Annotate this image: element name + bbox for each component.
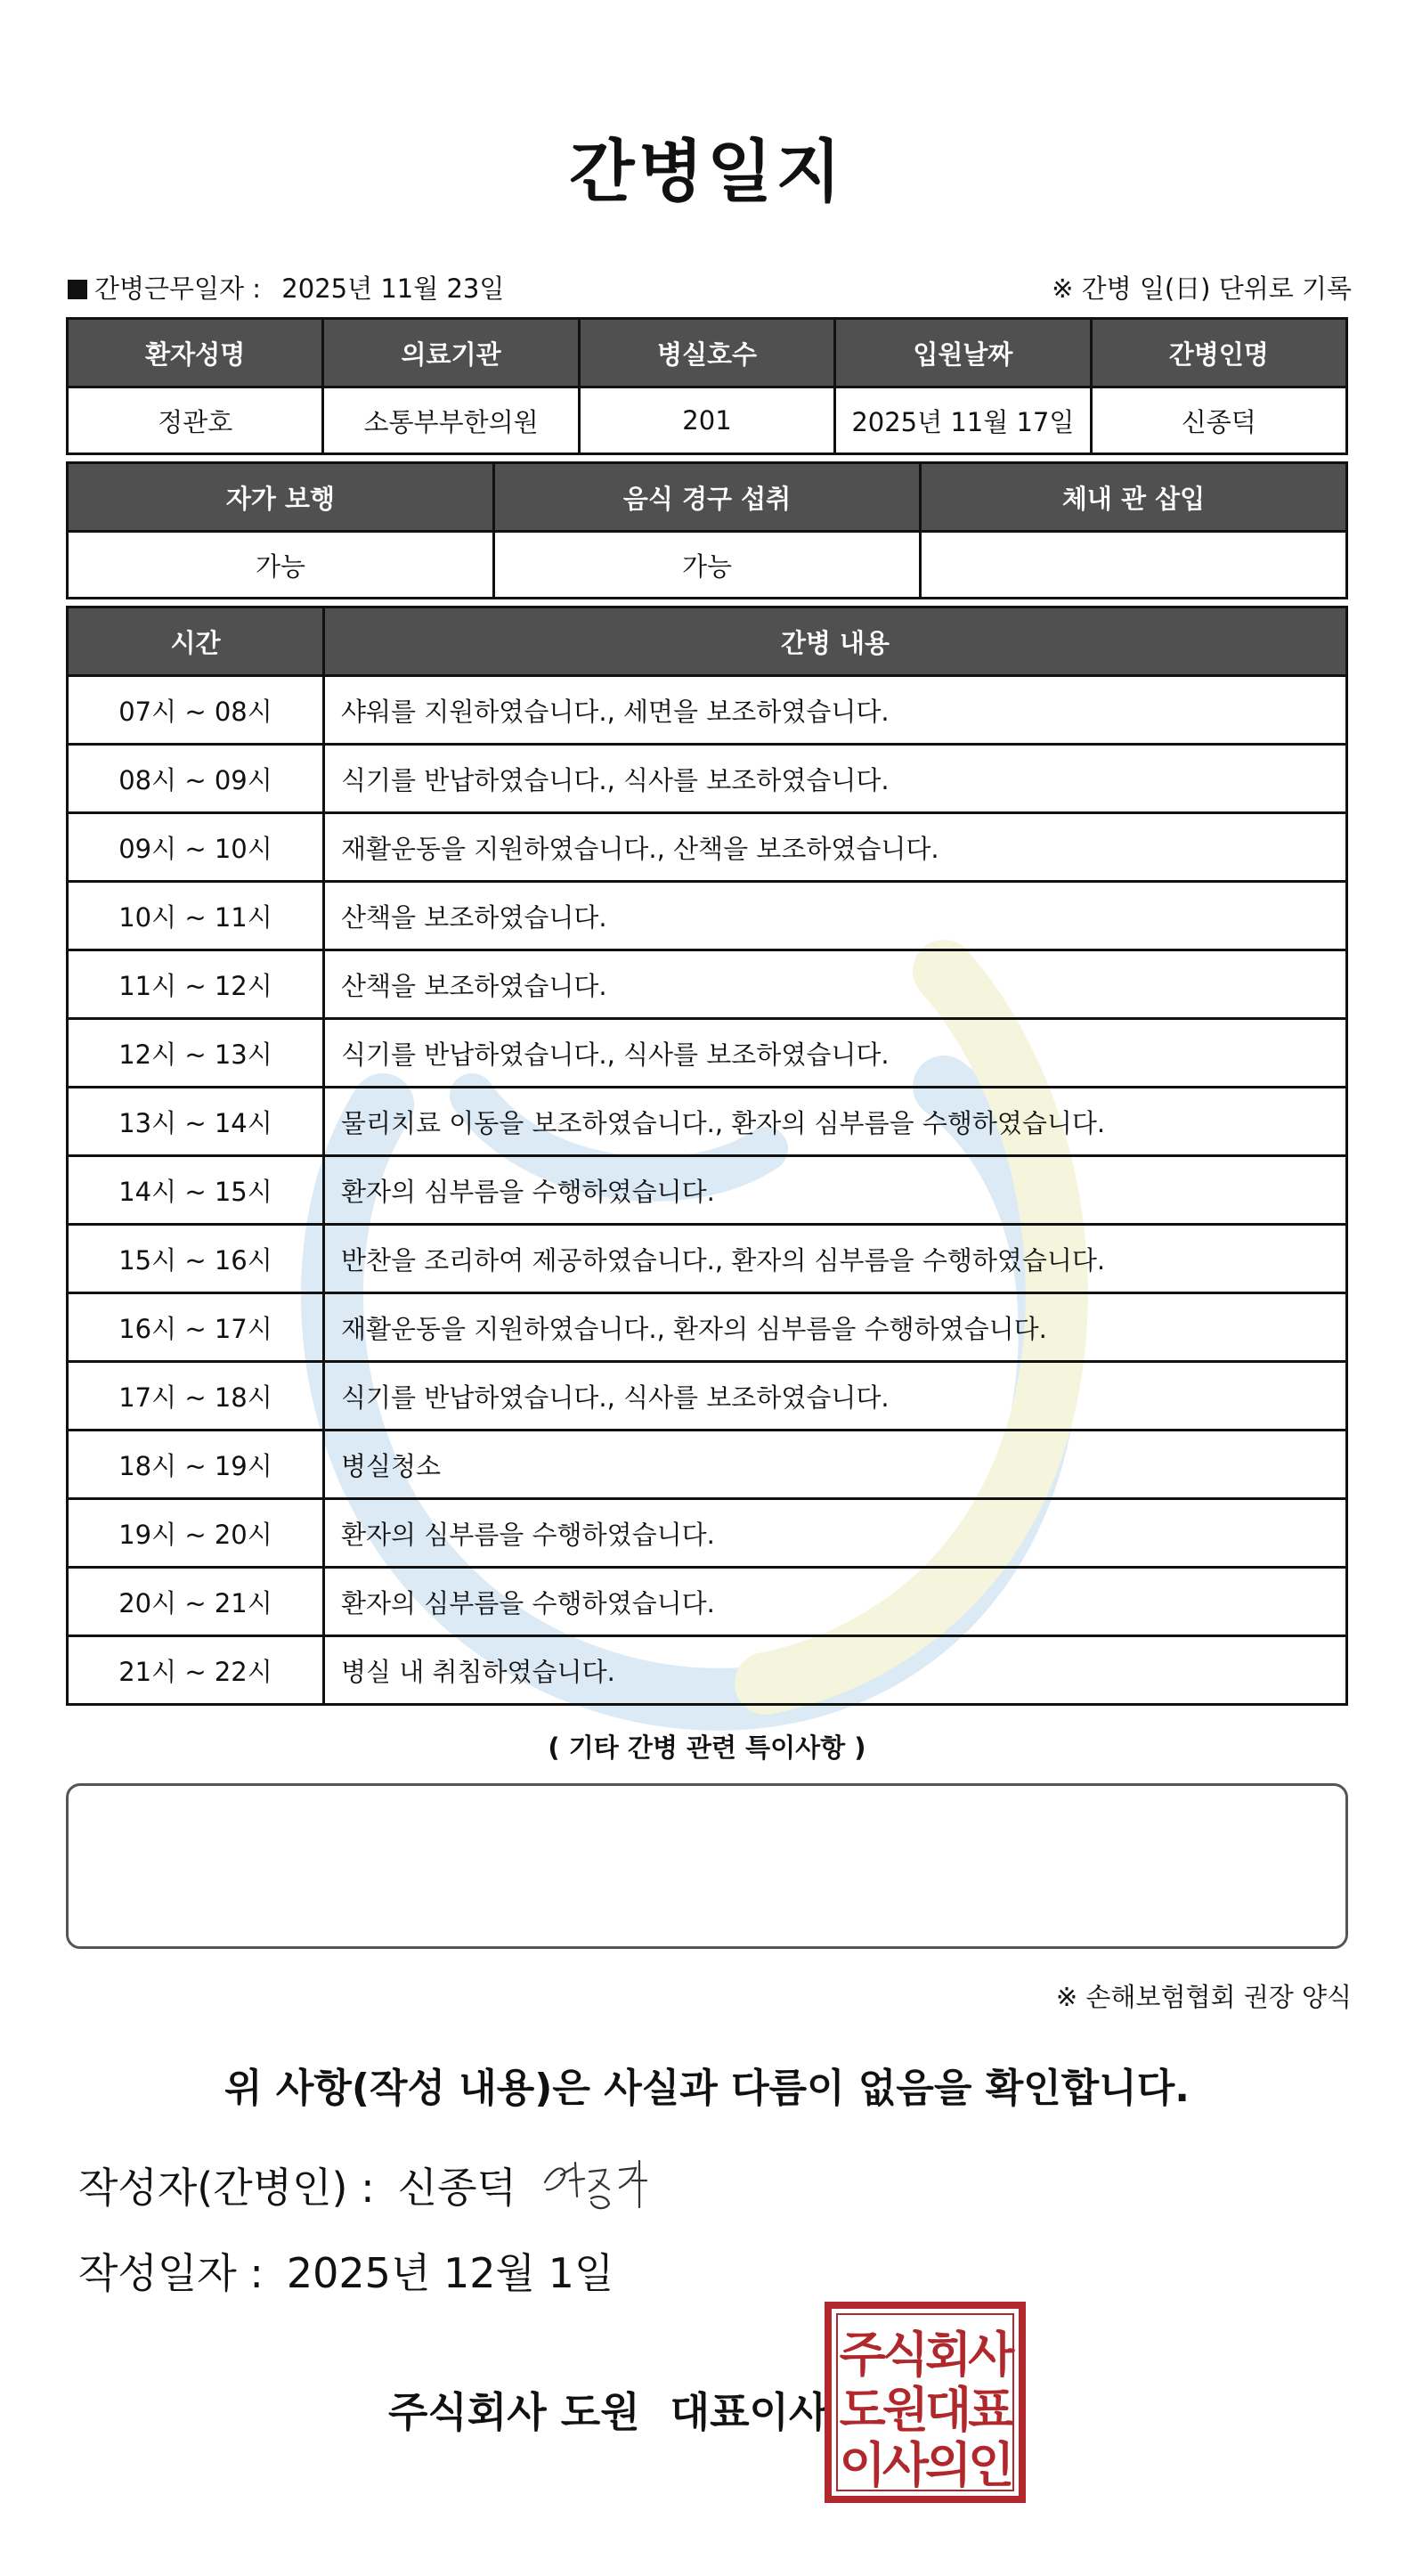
table-row	[68, 950, 1347, 1019]
duty-date-line	[68, 269, 504, 306]
oral-intake-cell: 가능	[494, 532, 921, 599]
header-room-number: 병실호수	[579, 319, 834, 387]
writer-label: 작성자(간병인) :	[78, 2164, 375, 2212]
square-bullet-icon	[68, 280, 87, 299]
care-content-cell: 반찬을 조리하여 제공하였습니다., 환자의 심부름을 수행하였습니다.	[324, 1225, 1347, 1293]
care-content-cell: 산책을 보조하였습니다.	[324, 882, 1347, 950]
time-cell: 08시 ~ 09시	[68, 745, 324, 813]
time-cell: 07시 ~ 08시	[68, 676, 324, 745]
time-cell: 16시 ~ 17시	[68, 1293, 324, 1362]
document-title: 간병일지	[569, 132, 845, 211]
header-hospital: 의료기관	[323, 319, 579, 387]
time-cell: 21시 ~ 22시	[68, 1636, 324, 1705]
confirmation-statement: 위 사항(작성 내용)은 사실과 다름이 없음을 확인합니다.	[224, 2066, 1190, 2111]
caregiver-name-cell: 신종덕	[1091, 387, 1346, 454]
table-row	[68, 745, 1347, 813]
patient-status-table	[66, 461, 1348, 599]
unit-note: ※ 간병 일(日) 단위로 기록	[1052, 273, 1352, 304]
hospital-cell: 소통부부한의원	[323, 387, 579, 454]
table-row	[68, 813, 1347, 882]
table-row	[68, 1362, 1347, 1431]
svg-text:주식회사: 주식회사	[839, 2327, 1012, 2383]
time-cell: 14시 ~ 15시	[68, 1156, 324, 1225]
time-cell: 12시 ~ 13시	[68, 1019, 324, 1088]
care-content-cell: 환자의 심부름을 수행하였습니다.	[324, 1568, 1347, 1636]
care-log-table	[66, 606, 1348, 1706]
self-walking-cell: 가능	[68, 532, 494, 599]
remarks-box	[66, 1783, 1348, 1949]
tube-insertion-cell	[921, 532, 1347, 599]
writer-line	[78, 2156, 516, 2214]
table-row	[68, 676, 1347, 745]
header-care-content: 간병 내용	[324, 607, 1347, 676]
care-content-cell: 환자의 심부름을 수행하였습니다.	[324, 1156, 1347, 1225]
date-line	[78, 2241, 614, 2300]
care-content-cell: 병실 내 취침하였습니다.	[324, 1636, 1347, 1705]
header-tube-insertion: 체내 관 삽입	[921, 463, 1347, 532]
room-number-cell: 201	[579, 387, 834, 454]
header-patient-name: 환자성명	[68, 319, 323, 387]
company-name: 주식회사 도원	[388, 2388, 640, 2436]
time-cell: 09시 ~ 10시	[68, 813, 324, 882]
table-row	[68, 1293, 1347, 1362]
header-oral-intake: 음식 경구 섭취	[494, 463, 921, 532]
table-row	[68, 1568, 1347, 1636]
writer-name: 신종덕	[397, 2164, 516, 2212]
date-label: 작성일자 :	[78, 2249, 264, 2297]
care-content-cell: 식기를 반납하였습니다., 식사를 보조하였습니다.	[324, 1362, 1347, 1431]
header-self-walking: 자가 보행	[68, 463, 494, 532]
time-cell: 13시 ~ 14시	[68, 1088, 324, 1156]
handwritten-signature	[534, 2145, 659, 2216]
care-content-cell: 병실청소	[324, 1431, 1347, 1499]
representative-title: 대표이사	[670, 2388, 829, 2436]
time-cell: 19시 ~ 20시	[68, 1499, 324, 1568]
time-cell: 10시 ~ 11시	[68, 882, 324, 950]
care-content-cell: 환자의 심부름을 수행하였습니다.	[324, 1499, 1347, 1568]
company-signature-line	[388, 2380, 828, 2439]
time-cell: 11시 ~ 12시	[68, 950, 324, 1019]
care-content-cell: 산책을 보조하였습니다.	[324, 950, 1347, 1019]
date-value: 2025년 12월 1일	[286, 2249, 614, 2297]
company-seal	[825, 2302, 1026, 2503]
header-admission-date: 입원날짜	[835, 319, 1091, 387]
svg-text:이사의인: 이사의인	[839, 2437, 1012, 2493]
duty-date-label: 간병근무일자 :	[94, 273, 262, 304]
patient-info-table	[66, 317, 1348, 455]
table-row	[68, 882, 1347, 950]
header-caregiver-name: 간병인명	[1091, 319, 1346, 387]
care-content-cell: 재활운동을 지원하였습니다., 산책을 보조하였습니다.	[324, 813, 1347, 882]
svg-text:도원대표: 도원대표	[839, 2382, 1012, 2438]
remarks-title: ( 기타 간병 관련 특이사항 )	[548, 1732, 866, 1763]
time-cell: 18시 ~ 19시	[68, 1431, 324, 1499]
time-cell: 15시 ~ 16시	[68, 1225, 324, 1293]
form-note: ※ 손해보험협회 권장 양식	[1055, 1982, 1352, 2012]
time-cell: 20시 ~ 21시	[68, 1568, 324, 1636]
care-content-cell: 샤워를 지원하였습니다., 세면을 보조하였습니다.	[324, 676, 1347, 745]
admission-date-cell: 2025년 11월 17일	[835, 387, 1091, 454]
table-row	[68, 1499, 1347, 1568]
table-row	[68, 1088, 1347, 1156]
table-row	[68, 1431, 1347, 1499]
care-content-cell: 물리치료 이동을 보조하였습니다., 환자의 심부름을 수행하였습니다.	[324, 1088, 1347, 1156]
table-row	[68, 1225, 1347, 1293]
duty-date-value: 2025년 11월 23일	[281, 273, 505, 304]
table-row	[68, 1019, 1347, 1088]
table-row	[68, 1636, 1347, 1705]
care-content-cell: 식기를 반납하였습니다., 식사를 보조하였습니다.	[324, 745, 1347, 813]
table-row	[68, 1156, 1347, 1225]
care-content-cell: 식기를 반납하였습니다., 식사를 보조하였습니다.	[324, 1019, 1347, 1088]
time-cell: 17시 ~ 18시	[68, 1362, 324, 1431]
care-content-cell: 재활운동을 지원하였습니다., 환자의 심부름을 수행하였습니다.	[324, 1293, 1347, 1362]
patient-name-cell: 정관호	[68, 387, 323, 454]
header-time: 시간	[68, 607, 324, 676]
